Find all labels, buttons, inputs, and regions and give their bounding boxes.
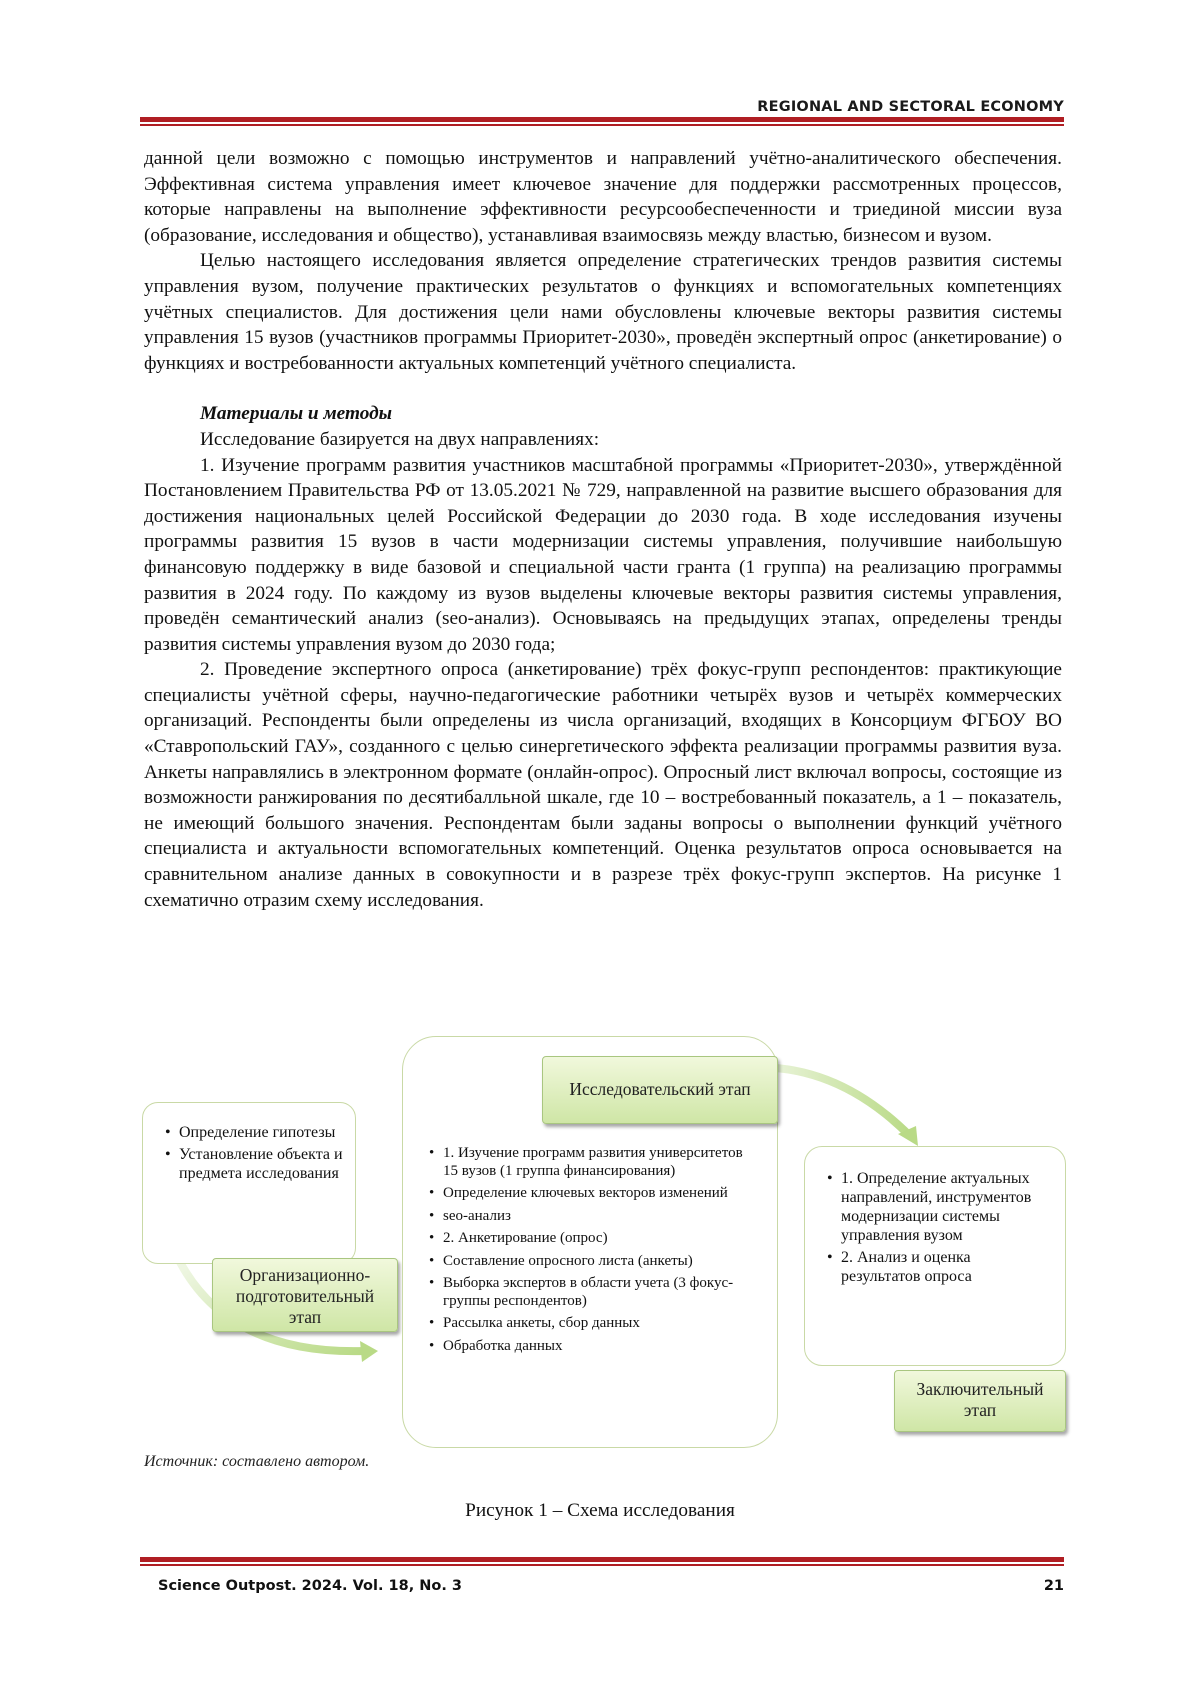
stage3-box xyxy=(804,1146,1066,1366)
arrow-head-1 xyxy=(360,1341,378,1362)
stage2-item-4: • 2. Анкетирование (опрос) xyxy=(427,1230,753,1248)
research-scheme-figure xyxy=(140,1036,1070,1456)
stage1-item-1: • Определение гипотезы xyxy=(163,1123,343,1142)
stage2-item-1: • 1. Изучение программ развития университетов 15 вузов (1 группа финансирования) xyxy=(427,1145,753,1180)
stage2-item-7: • Рассылка анкеты, сбор данных xyxy=(427,1315,753,1333)
stage2-item-6: • Выборка экспертов в области учета (3 фокус-группы респондентов) xyxy=(427,1275,753,1310)
stage2-item-2: • Определение ключевых векторов изменений xyxy=(427,1185,753,1203)
paragraph-direction-2: 2. Проведение экспертного опроса (анкетирование) трёх фокус-групп респондентов: практикующие специалисты учётной сферы, научно-педагогические работники четырёх вузов и четырёх коммерческих организаций. Респонденты были определены из числа организаций, входящих в Консорциум ФГБОУ ВО «Ставропольский ГАУ», созданного с целью синергетического эффекта реализации программы развития вуза. Анкеты направлялись в электронном формате (онлайн-опрос). Опросный лист включал вопросы, состоящие из возможности ранжирования по десятибалльной шкале, где 10 – востребованный показатель, а 1 – показатель, не имеющий большого значения. Респондентам были заданы вопросы о выполнении функций учётного специалиста и актуальности вспомогательных компетенций. Оценка результатов опроса основывается на сравнительном анализе данных в совокупности и в разрезе трёх фокус-групп экспертов. На рисунке 1 схематично отразим схему исследования. xyxy=(144,659,1062,911)
footer-page-number: 21 xyxy=(1043,1578,1064,1594)
stage2-item-3: • seo-анализ xyxy=(427,1208,753,1226)
paragraph-goal: Целью настоящего исследования является определение стратегических трендов развития системы управления вузом, получение практических результатов о функциях и вспомогательных компетенциях учётных специалистов. Для достижения цели нами обусловлены ключевые векторы развития системы управления 15 вузов (участников программы Приоритет-2030», проведён экспертный опрос (анкетирование) о функциях и востребованности актуальных компетенций учётного специалиста. xyxy=(144,250,1062,374)
stage3-label: Заключительный этап xyxy=(894,1370,1066,1432)
stage1-item-2: • Установление объекта и предмета исследования xyxy=(163,1145,343,1183)
section-heading: Материалы и методы xyxy=(200,403,393,425)
header-section-title: REGIONAL AND SECTORAL ECONOMY xyxy=(757,99,1064,115)
paragraph-direction-1: 1. Изучение программ развития участников масштабной программы «Приоритет-2030», утверждённой Постановлением Правительства РФ от 13.05.2021 № 729, направленной на развитие высшего образования для достижения национальных целей Российской Федерации до 2030 года. В ходе исследования изучены программы развития 15 вузов в части модернизации системы управления, получившие наибольшую финансовую поддержку в виде базовой и специальной части гранта (1 группа) на реализацию программы развития в 2024 году. По каждому из вузов выделены ключевые векторы развития системы управления, проведён семантический анализ (seo-анализ). Основываясь на предыдущих этапах, определены тренды развития системы управления вузом до 2030 года; xyxy=(144,454,1062,655)
header-rule-thin xyxy=(140,124,1064,126)
footer-rule-thin xyxy=(140,1564,1064,1566)
paragraph-continuation: данной цели возможно с помощью инструментов и направлений учётно-аналитического обеспечения. Эффективная система управления имеет ключевое значение для поддержки рассмотренных процессов, которые направлены на выполнение эффективности ресурсообеспеченности и триединой миссии вуза (образование, исследования и общество), устанавливая взаимосвязь между властью, бизнесом и вузом. xyxy=(144,148,1062,246)
footer-rule-thick xyxy=(140,1557,1064,1562)
figure-caption: Рисунок 1 – Схема исследования xyxy=(465,1500,735,1521)
stage2-item-5: • Составление опросного листа (анкеты) xyxy=(427,1253,753,1271)
stage1-box xyxy=(142,1102,356,1264)
paragraph-directions: Исследование базируется на двух направлениях: xyxy=(200,428,600,450)
article-body xyxy=(144,146,1062,913)
stage2-label: Исследовательский этап xyxy=(542,1056,778,1124)
stage2-item-8: • Обработка данных xyxy=(427,1338,753,1356)
stage3-item-1: • 1. Определение актуальных направлений, инструментов модернизации системы управления вузом xyxy=(825,1169,1053,1245)
footer-journal: Science Outpost. 2024. Vol. 18, No. 3 xyxy=(158,1578,462,1594)
figure-source: Источник: составлено автором. xyxy=(144,1453,370,1470)
header-rule-thick xyxy=(140,117,1064,122)
stage3-item-2: • 2. Анализ и оценка результатов опроса xyxy=(825,1248,1053,1286)
stage1-label: Организационно-подготовительный этап xyxy=(212,1258,398,1332)
